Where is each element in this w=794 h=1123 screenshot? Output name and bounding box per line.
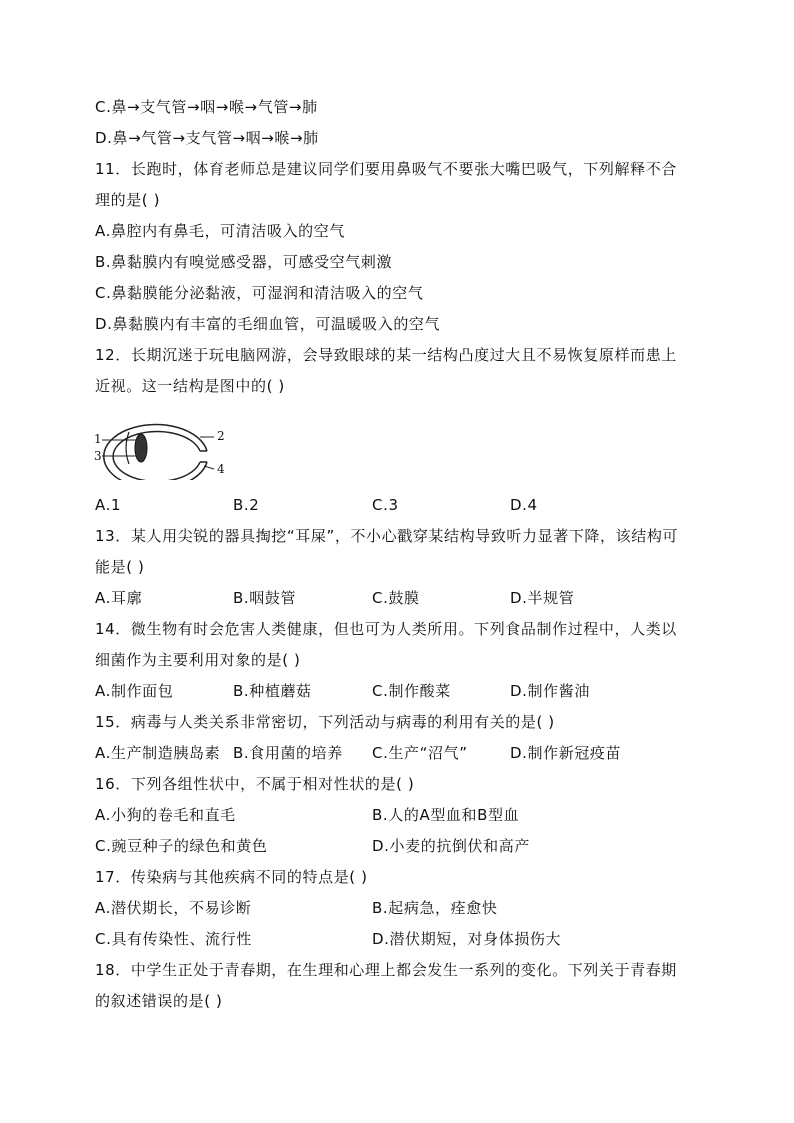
q16-option-a: A.小狗的卷毛和直毛 <box>95 806 236 824</box>
q12-stem-line1: 12．长期沉迷于玩电脑网游，会导致眼球的某一结构凸度过大且不易恢复原样而患上 <box>95 346 677 364</box>
q15-option-d: D.制作新冠疫苗 <box>510 744 622 762</box>
eye-label-4: 4 <box>217 462 225 476</box>
q16-option-c: C.豌豆种子的绿色和黄色 <box>95 837 268 855</box>
eye-diagram <box>92 410 232 480</box>
q15-option-b: B.食用菌的培养 <box>233 744 343 762</box>
q14-option-d: D.制作酱油 <box>510 682 590 700</box>
q13-stem-line2: 能是( ) <box>95 558 145 576</box>
q13-stem-line1: 13．某人用尖锐的器具掏挖“耳屎”，不小心戳穿某结构导致听力显著下降，该结构可 <box>95 527 679 545</box>
q18-stem-line1: 18．中学生正处于青春期，在生理和心理上都会发生一系列的变化。下列关于青春期 <box>95 961 677 979</box>
q11-stem-line2: 理的是( ) <box>95 191 161 209</box>
q12-stem-line2: 近视。这一结构是图中的( ) <box>95 377 285 395</box>
q14-option-b: B.种植蘑菇 <box>233 682 312 700</box>
q13-option-d: D.半规管 <box>510 589 575 607</box>
q16-option-b: B.人的A型血和B型血 <box>372 806 520 824</box>
q13-option-a: A.耳廓 <box>95 589 143 607</box>
q16-option-d: D.小麦的抗倒伏和高产 <box>372 837 530 855</box>
q12-option-b: B.2 <box>233 496 260 514</box>
eye-label-1: 1 <box>94 432 102 446</box>
q12-option-c: C.3 <box>372 496 399 514</box>
q16-stem: 16．下列各组性状中，不属于相对性状的是( ) <box>95 775 415 793</box>
q15-option-c: C.生产“沼气” <box>372 744 468 762</box>
q14-option-c: C.制作酸菜 <box>372 682 451 700</box>
q13-option-b: B.咽鼓管 <box>233 589 297 607</box>
q11-stem-line1: 11．长跑时，体育老师总是建议同学们要用鼻吸气不要张大嘴巴吸气，下列解释不合 <box>95 160 677 178</box>
q11-option-c: C.鼻黏膜能分泌黏液，可湿润和清洁吸入的空气 <box>95 284 424 302</box>
q12-option-d: D.4 <box>510 496 538 514</box>
q17-stem: 17．传染病与其他疾病不同的特点是( ) <box>95 868 368 886</box>
q17-option-c: C.具有传染性、流行性 <box>95 930 252 948</box>
q14-stem-line2: 细菌作为主要利用对象的是( ) <box>95 651 301 669</box>
q17-option-b: B.起病急，痊愈快 <box>372 899 498 917</box>
q11-option-d: D.鼻黏膜内有丰富的毛细血管，可温暖吸入的空气 <box>95 315 441 333</box>
q11-option-a: A.鼻腔内有鼻毛，可清洁吸入的空气 <box>95 222 345 240</box>
q13-option-c: C.鼓膜 <box>372 589 420 607</box>
q15-option-a: A.生产制造胰岛素 <box>95 744 221 762</box>
q17-option-d: D.潜伏期短，对身体损伤大 <box>372 930 562 948</box>
q12-option-a: A.1 <box>95 496 122 514</box>
q11-option-b: B.鼻黏膜内有嗅觉感受器，可感受空气刺激 <box>95 253 393 271</box>
q14-stem-line1: 14．微生物有时会危害人类健康，但也可为人类所用。下列食品制作过程中，人类以 <box>95 620 677 638</box>
q17-option-a: A.潜伏期长，不易诊断 <box>95 899 252 917</box>
q10-option-d: D.鼻→气管→支气管→咽→喉→肺 <box>95 129 319 147</box>
q10-option-c: C.鼻→支气管→咽→喉→气管→肺 <box>95 98 318 116</box>
q18-stem-line2: 的叙述错误的是( ) <box>95 992 223 1010</box>
q14-option-a: A.制作面包 <box>95 682 174 700</box>
q15-stem: 15．病毒与人类关系非常密切，下列活动与病毒的利用有关的是( ) <box>95 713 555 731</box>
eye-label-2: 2 <box>217 429 225 443</box>
eye-label-3: 3 <box>94 449 102 463</box>
